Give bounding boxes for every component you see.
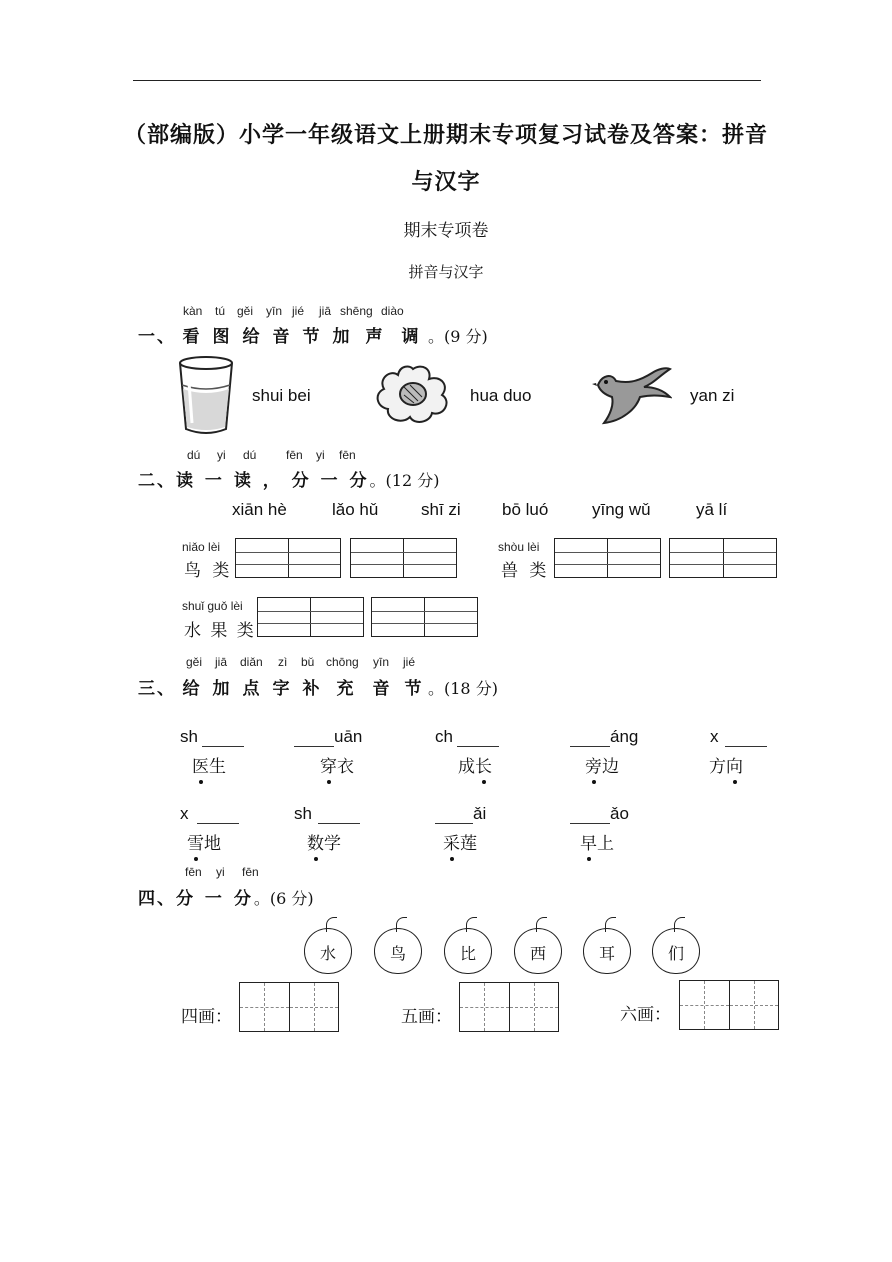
q1-hanzi: 给 — [242, 327, 260, 347]
answer-box[interactable] — [350, 538, 457, 578]
q2-word: yā lí — [696, 500, 728, 519]
pinyin-suffix: áng — [610, 727, 639, 746]
apple-card[interactable] — [583, 928, 631, 974]
q3-score: 。(18 分) — [428, 679, 498, 698]
q1-number: 一、 — [138, 327, 176, 347]
q1-pinyin-row — [180, 304, 480, 320]
q3-heading — [138, 674, 498, 699]
word-hanzi — [580, 829, 614, 854]
q3-hanzi: 点 — [242, 679, 260, 699]
page-title-line1: （部编版）小学一年级语文上册期末专项复习试卷及答案：拼音 — [123, 123, 768, 148]
dotted-char: 穿 — [320, 752, 337, 777]
q1-pinyin: tú — [215, 304, 226, 318]
q1-pinyin: jiā — [319, 304, 332, 318]
q1-pinyin: gěi — [237, 304, 254, 318]
char: 上 — [597, 834, 614, 854]
q3-number: 三、 — [138, 679, 176, 699]
q3-hanzi: 给 — [182, 679, 200, 699]
q2-pinyin: yi — [316, 448, 325, 462]
q2-number: 二、 — [138, 471, 176, 491]
fill-blank[interactable] — [570, 727, 638, 747]
q1-pinyin: diào — [381, 304, 404, 318]
pinyin-prefix: x — [710, 727, 719, 746]
apple-card[interactable] — [514, 928, 562, 974]
char: 学 — [324, 834, 341, 854]
blank-line[interactable] — [318, 807, 360, 824]
q3-pinyin: jié — [403, 655, 416, 669]
q4-pinyin: fēn — [185, 865, 202, 879]
q2-pinyin: fēn — [339, 448, 356, 462]
q1-heading — [138, 322, 488, 347]
q3-pinyin: jiā — [215, 655, 228, 669]
apple-card[interactable] — [374, 928, 422, 974]
blank-line[interactable] — [570, 807, 610, 824]
q1-hanzi: 看 — [182, 327, 200, 347]
q1-pinyin: kàn — [183, 304, 203, 318]
stroke-label: 六画： — [620, 1005, 671, 1025]
dotted-char: 医 — [192, 752, 209, 777]
q4-score: 。(6 分) — [253, 889, 314, 908]
answer-box[interactable] — [554, 538, 661, 578]
dotted-char: 雪 — [187, 829, 204, 854]
q3-pinyin: chōng — [326, 655, 359, 669]
q2-word: bō luó — [502, 500, 549, 519]
q2-pinyin-row — [180, 448, 400, 464]
q3-hanzi: 充 — [336, 679, 354, 699]
apple-char: 比 — [459, 944, 476, 963]
q1-word: shui bei — [252, 386, 311, 405]
pinyin-prefix: x — [180, 804, 189, 823]
q1-hanzi: 图 — [212, 327, 230, 347]
q4-pinyin: yi — [216, 865, 225, 879]
stroke-label: 四画： — [181, 1007, 232, 1027]
q4-heading-text: 分 一 分 — [176, 889, 254, 909]
q3-pinyin: yīn — [373, 655, 390, 669]
apple-char: 水 — [319, 944, 336, 963]
dotted-char: 采 — [443, 829, 460, 854]
q3-hanzi: 节 — [404, 679, 422, 699]
dotted-char: 早 — [580, 829, 597, 854]
q2-heading-text: 读 一 读 ， 分 一 分 — [176, 471, 370, 491]
q1-hanzi: 音 — [272, 327, 290, 347]
answer-box[interactable] — [371, 597, 478, 637]
q1-hanzi: 调 — [401, 327, 419, 347]
word-hanzi — [192, 752, 226, 777]
apple-card[interactable] — [444, 928, 492, 974]
fill-blank[interactable] — [435, 804, 486, 824]
stroke-label: 五画： — [401, 1007, 452, 1027]
q3-hanzi: 字 — [272, 679, 290, 699]
pinyin-suffix: ǎo — [610, 804, 629, 823]
q3-pinyin: gěi — [186, 655, 203, 669]
blank-line[interactable] — [725, 730, 767, 747]
fill-blank[interactable] — [180, 727, 244, 747]
q1-pinyin: shēng — [340, 304, 373, 318]
q4-heading — [138, 884, 314, 909]
q2-pinyin: dú — [243, 448, 257, 462]
q3-hanzi: 补 — [302, 679, 320, 699]
tianzige-grid[interactable] — [679, 980, 779, 1030]
pinyin-suffix: ǎi — [473, 804, 487, 823]
q2-pinyin: yi — [217, 448, 226, 462]
blank-line[interactable] — [197, 807, 239, 824]
blank-line[interactable] — [435, 807, 473, 824]
apple-char: 鸟 — [389, 944, 406, 963]
q2-word: xiān hè — [232, 500, 287, 519]
blank-line[interactable] — [294, 730, 334, 747]
char: 莲 — [460, 834, 477, 854]
word-hanzi — [443, 829, 477, 854]
apple-char: 们 — [667, 944, 684, 963]
q1-pinyin: jié — [292, 304, 305, 318]
page-subtitle-2: 拼音与汉字 — [408, 263, 484, 281]
q2-pinyin: fēn — [286, 448, 303, 462]
q1-word: hua duo — [470, 386, 532, 405]
q2-group-pinyin: shuǐ guǒ lèi — [182, 599, 243, 613]
q1-score: 。(9 分) — [428, 327, 488, 346]
pinyin-prefix: ch — [435, 727, 453, 746]
char: 成 — [458, 757, 475, 777]
apple-char: 耳 — [598, 944, 615, 963]
pinyin-prefix: sh — [294, 804, 312, 823]
q2-group-pinyin: shòu lèi — [498, 540, 540, 554]
q1-hanzi: 加 — [332, 327, 350, 347]
char: 方 — [709, 757, 726, 777]
q2-group-label: 鸟 类 — [184, 561, 233, 581]
q2-group-label: 兽 类 — [501, 561, 550, 581]
dotted-char: 数 — [307, 829, 324, 854]
fill-blank[interactable] — [180, 804, 239, 824]
fill-blank[interactable] — [710, 727, 767, 747]
q3-pinyin: diǎn — [240, 655, 263, 669]
q1-hanzi: 节 — [302, 327, 320, 347]
glass-icon — [174, 355, 238, 437]
word-hanzi — [307, 829, 341, 854]
dotted-char: 向 — [726, 752, 743, 777]
q3-hanzi: 音 — [372, 679, 390, 699]
tianzige-grid[interactable] — [459, 982, 559, 1032]
q2-group-label: 水 果 类 — [184, 621, 256, 641]
answer-box[interactable] — [669, 538, 777, 578]
char: 边 — [602, 757, 619, 777]
blank-line[interactable] — [457, 730, 499, 747]
q3-pinyin-row — [180, 655, 440, 671]
q3-pinyin: zì — [278, 655, 288, 669]
char: 衣 — [337, 757, 354, 777]
word-hanzi — [458, 752, 492, 777]
pinyin-prefix: sh — [180, 727, 198, 746]
q1-pinyin: yīn — [266, 304, 283, 318]
q2-score: 。(12 分) — [369, 471, 440, 490]
blank-line[interactable] — [570, 730, 610, 747]
q2-word: yīng wǔ — [592, 500, 651, 519]
q2-group-pinyin: niǎo lèi — [182, 540, 221, 554]
dotted-char: 旁 — [585, 752, 602, 777]
word-hanzi — [320, 752, 354, 777]
q2-word: lǎo hǔ — [332, 500, 379, 519]
answer-box[interactable] — [235, 538, 341, 578]
top-rule — [133, 80, 761, 81]
fill-blank[interactable] — [570, 804, 629, 824]
fill-blank[interactable] — [294, 727, 362, 747]
q1-hanzi: 声 — [365, 327, 383, 347]
pinyin-suffix: uān — [334, 727, 363, 746]
q4-pinyin: fēn — [242, 865, 259, 879]
word-hanzi — [187, 829, 221, 854]
page-subtitle: 期末专项卷 — [403, 221, 489, 241]
apple-card[interactable] — [304, 928, 352, 974]
blank-line[interactable] — [202, 730, 244, 747]
q3-hanzi: 加 — [212, 679, 230, 699]
word-hanzi — [709, 752, 743, 777]
q4-pinyin-row — [180, 865, 300, 881]
q4-number: 四、 — [138, 889, 176, 909]
tianzige-grid[interactable] — [239, 982, 339, 1032]
q2-heading — [138, 466, 439, 491]
apple-card[interactable] — [652, 928, 700, 974]
q3-pinyin: bǔ — [301, 655, 315, 669]
apple-char: 西 — [529, 944, 546, 963]
q2-word: shī zi — [421, 500, 461, 519]
fill-blank[interactable] — [294, 804, 360, 824]
q1-word: yan zi — [690, 386, 735, 405]
flower-icon — [374, 363, 452, 425]
dotted-char: 长 — [475, 752, 492, 777]
page-title-line2: 与汉字 — [411, 170, 481, 195]
char: 生 — [209, 757, 226, 777]
answer-box[interactable] — [257, 597, 364, 637]
swallow-icon — [592, 365, 672, 427]
word-hanzi — [585, 752, 619, 777]
fill-blank[interactable] — [435, 727, 499, 747]
char: 地 — [204, 834, 221, 854]
q2-pinyin: dú — [187, 448, 201, 462]
